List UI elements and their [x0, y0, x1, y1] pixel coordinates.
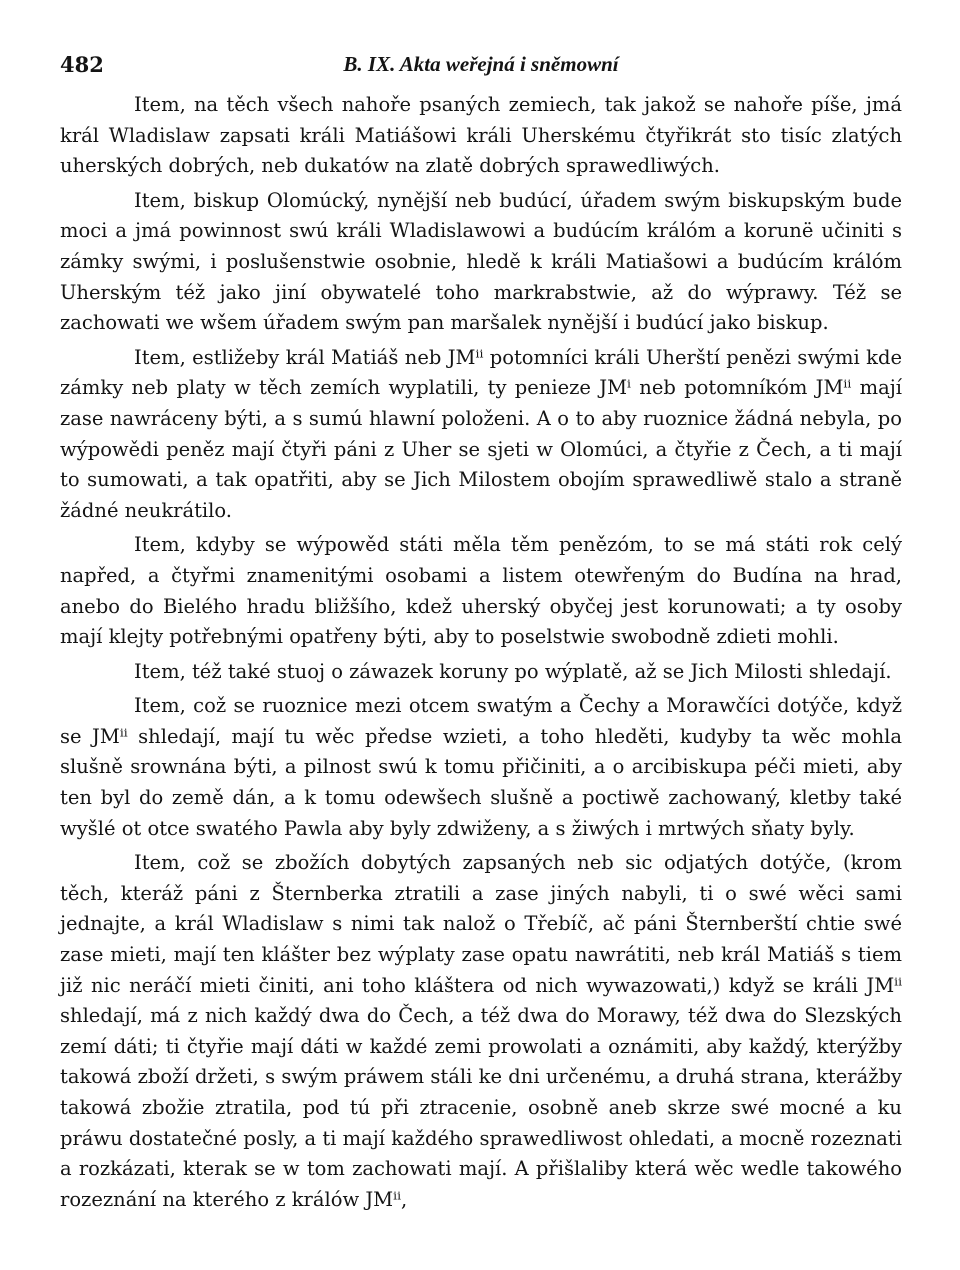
page-number: 482: [60, 52, 104, 77]
paragraph-4: Item, kdyby se wýpowěd státi měla těm penězóm, to se má státi rok celý napřed, a čtyřmi znamenitými osobami a listem otewřeným do Budína na hrad, anebo do Bielého hradu bližšího, kdež uherský obyčej jest korunowati; a ty osoby mají klejty potřebnými opatřeny býti, aby to poselstwie swobodně zdieti mohli.: [60, 533, 902, 649]
paragraph-7: Item, což se zbožích dobytých zapsaných neb sic odjatých dotýče, (krom těch, kteráž páni z Šternberka ztratili a zase jiných nabyli, ti o swé wěci sami jednajte, a král Wladislaw s nimi tak nalož o Třebíč, ač páni Šternberští chtie swé zase mieti, mají ten klášter bez wýplaty zase opatu nawrátiti, neb král Matiáš s tiem již nic neráčí mieti činiti, ani toho kláštera od nich wywazowati,) když se králi JMⁱⁱ shledají, má z nich každý dwa do Čech, a též dwa do Morawy, též dwa do Slezských zemí dáti; ti čtyřie mají dáti w každé zemi prowolati a oznámiti, aby každý, kterýžby takowá zboží držeti, s swým práwem stáli ke dni určenému, a druhá strana, kterážby takowá zbožie ztratila, pod tú při ztracenie, osobně aneb skrze swé mocné a ku práwu dostatečné posly, a ti mají každého sprawedliwost ohledati, a mocně rozeznati a rozkázati, kterak se w tom zachowati mají. A přišlaliby která wěc wedle takowého rozeznání na kterého z králów JMⁱⁱ,: [60, 851, 902, 1211]
paragraph-3: Item, estližeby král Matiáš neb JMⁱⁱ potomníci králi Uherští penězi swými kde zámky neb platy w těch zemích wyplatili, ty penieze JMⁱ neb potomníkóm JMⁱⁱ mají zase nawráceny býti, a s sumú hlawní položeni. A o to aby ruoznice žádná nebyla, po wýpowědi peněz mají čtyři páni z Uher se sjeti w Olomúci, a čtyřie z Čech, a ti mají to sumowati, a tak opatřiti, aby se Jich Milostem obojím sprawedliwě stalo a straně žádné neukrátilo.: [60, 345, 902, 522]
running-title: B. IX. Akta weřejná i sněmowní: [343, 52, 619, 76]
page-header: [60, 52, 902, 92]
paragraph-2: Item, biskup Olomúcký, nynější neb budúcí, úřadem swým biskupským bude moci a jmá powinnost swú králi Wladislawowi a budúcím králóm a korunë učiniti s zámky swými, i poslušenstwie osobnie, hledě k králi Matiašowi a budúcím králóm Uherským též jako jiní obywatelé toho markrabstwie, až do wýprawy. Též se zachowati we wšem úřadem swým pan maršalek nynější i budúcí jako biskup.: [60, 188, 902, 335]
body-text: [60, 90, 902, 1215]
paragraph-6: Item, což se ruoznice mezi otcem swatým a Čechy a Morawčíci dotýče, když se JMⁱⁱ shledají, mají tu wěc předse wzieti, a toho hleděti, kudyby ta wěc mohla slušně srownána býti, a pilnost swú k tomu přičiniti, a o arcibiskupa péči mieti, aby ten byl do země dán, a k tomu odewšech slušně a poctiwě zachowaný, kletby také wyšlé ot otce swatého Pawla aby byly zdwiženy, a s žiwých i mrtwých sňaty byly.: [60, 694, 902, 840]
paragraph-5: Item, též také stuoj o záwazek koruny po wýplatě, až se Jich Milosti shledají.: [134, 659, 892, 683]
paragraph-1: Item, na těch všech nahoře psaných zemiech, tak jakož se nahoře píše, jmá král Wladislaw zapsati králi Matiášowi králi Uherskému čtyřikrát sto tisíc zlatých uherských dobrých, neb dukatów na zlatě dobrých sprawedliwých.: [60, 93, 902, 178]
